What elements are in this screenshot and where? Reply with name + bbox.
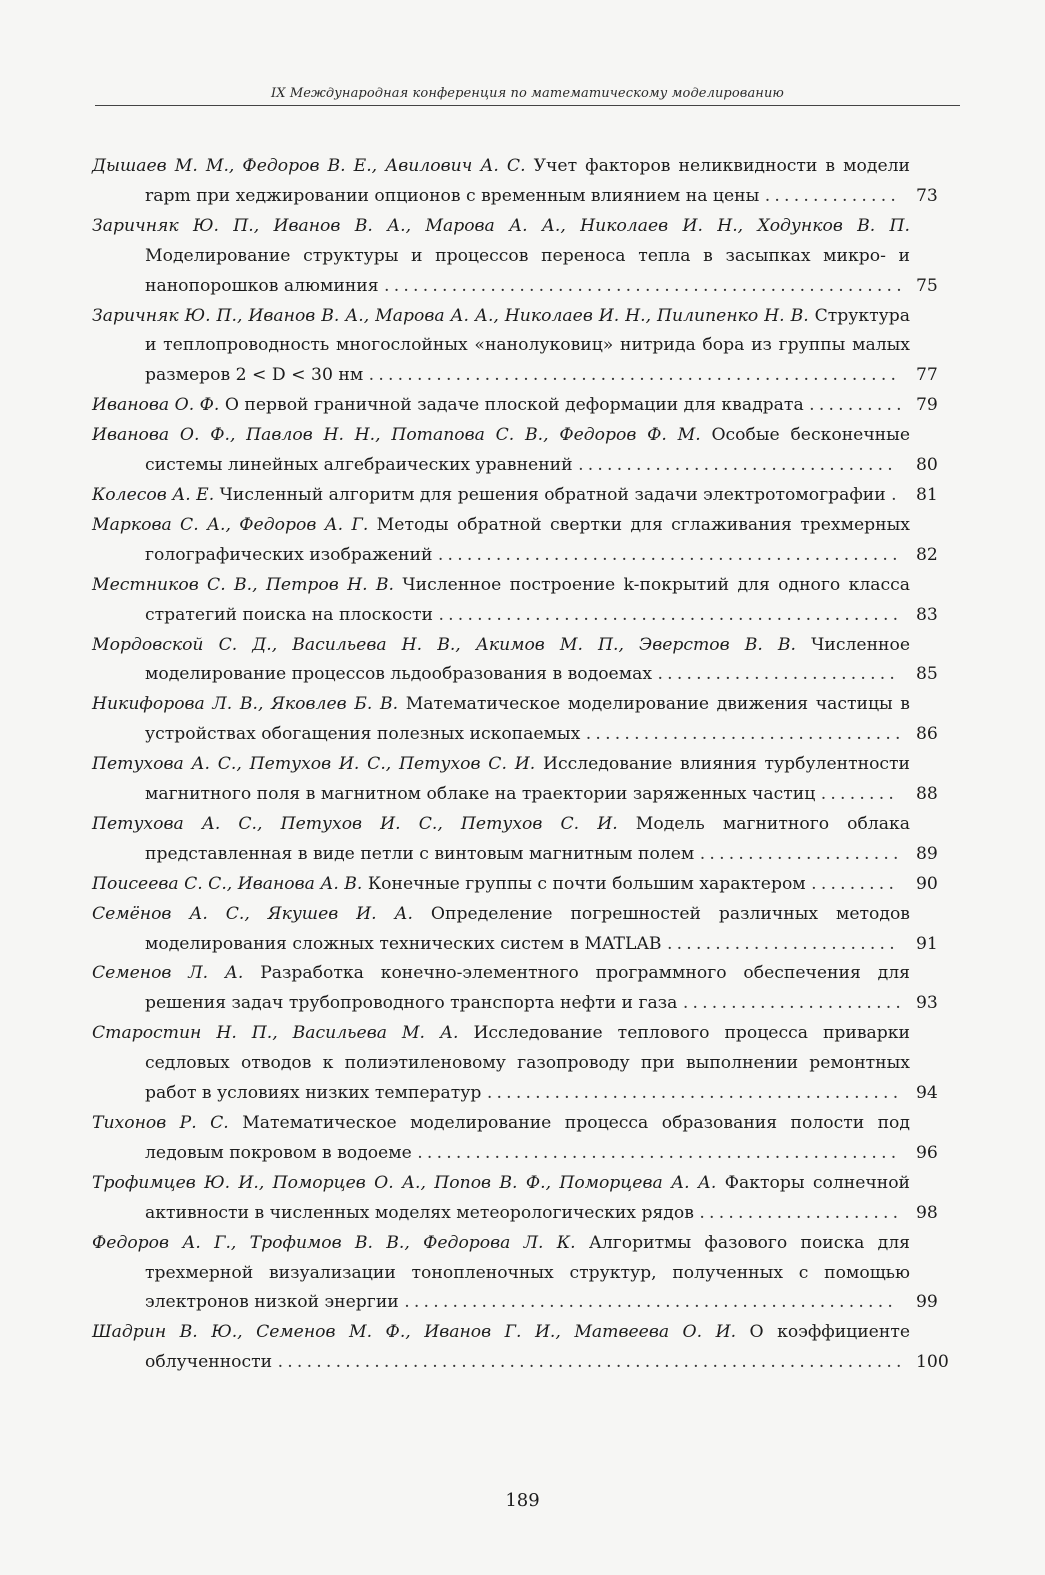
entry-title: Структура и теплопроводность многослойных «нанолуковиц» нитрида бора из группы малых размеров 2 < D < 30 нм (145, 305, 910, 386)
entry-page: 100 (916, 1352, 949, 1373)
dot-leader: .................................................. (417, 1142, 901, 1163)
dot-leader: ................................. (585, 724, 905, 745)
entry-page: 82 (916, 544, 938, 565)
entry-authors: Петухова А. С., Петухов И. С., Петухов С. И. (92, 813, 618, 834)
dot-leader: ........................ (666, 933, 899, 954)
entry-title: Факторы солнечной активности в численных моделях метеорологических рядов (145, 1172, 910, 1223)
entry-authors: Колесов А. Е. (92, 484, 215, 505)
entry-title: Учет факторов неликвидности в модели rapm при хеджировании опционов с временным влиянием на цены (145, 156, 911, 206)
entry-authors: Заричняк Ю. П., Иванов В. А., Марова А. А., Николаев И. Н., Ходунков В. П. (92, 215, 910, 236)
entry-title: Модель магнитного облака представленная в виде петли с винтовым магнитным полем (145, 813, 910, 864)
dot-leader: ................................................... (404, 1292, 898, 1313)
entry-page: 80 (916, 455, 938, 476)
entry-page: 93 (916, 993, 938, 1014)
entry-page: 77 (916, 365, 938, 386)
header-rule (95, 105, 960, 106)
toc-entry[interactable] (92, 750, 962, 810)
entry-title: Разработка конечно-элементного программного обеспечения для решения задач трубопроводного транспорта нефти и газа (145, 963, 910, 1014)
dot-leader: ........ (820, 784, 899, 805)
entry-title: Математическое моделирование движения частицы в устройствах обогащения полезных ископаемых (145, 694, 910, 745)
entry-authors: Старостин Н. П., Васильева М. А. (92, 1023, 459, 1044)
entry-authors: Дышаев М. М., Федоров В. Е., Авилович А. С. (92, 156, 526, 176)
entry-page: 86 (916, 724, 938, 745)
toc-entry[interactable] (92, 1109, 962, 1169)
entry-title: Исследование теплового процесса приварки седловых отводов к полиэтиленовому газопроводу при выполнении ремонтных работ в условиях низких температур (145, 1023, 910, 1104)
entry-authors: Федоров А. Г., Трофимов В. В., Федорова Л. К. (92, 1232, 576, 1253)
entry-authors: Тихонов Р. С. (92, 1113, 229, 1133)
entry-title: Особые бесконечные системы линейных алгебраических уравнений (145, 425, 910, 476)
entry-page: 90 (916, 873, 938, 894)
dot-leader: ....................................................... (368, 365, 901, 386)
entry-page: 89 (916, 843, 938, 864)
dot-leader: ......... (811, 873, 899, 894)
entry-authors: Иванова О. Ф. (92, 395, 220, 416)
dot-leader: ....................... (682, 993, 906, 1014)
dot-leader: ......................... (657, 664, 900, 685)
entry-authors: Семёнов А. С., Якушев И. А. (92, 903, 413, 924)
dot-leader: .......... (809, 395, 906, 416)
entry-title: Численный алгоритм для решения обратной задачи электротомографии (219, 484, 886, 505)
entry-title: О коэффициенте облученности (145, 1322, 910, 1373)
entry-page: 83 (916, 604, 938, 625)
entry-page: 81 (916, 484, 938, 505)
entry-page: 73 (916, 185, 938, 206)
entry-title: Численное моделирование процессов льдообразования в водоемах (145, 634, 910, 685)
dot-leader: ................................................................. (277, 1352, 906, 1373)
entry-page: 96 (916, 1142, 938, 1163)
entry-authors: Семенов Л. А. (92, 963, 244, 984)
entry-title: Определение погрешностей различных методов моделирования сложных технических систем в MATLAB (145, 903, 910, 954)
toc-entry[interactable] (92, 481, 962, 511)
dot-leader: ................................. (578, 455, 897, 476)
page-number: 189 (505, 1490, 540, 1511)
entry-page: 98 (916, 1202, 938, 1223)
entry-authors: Трофимцев Ю. И., Поморцев О. А., Попов В. Ф., Поморцева А. А. (92, 1172, 717, 1193)
entry-authors: Мордовской С. Д., Васильева Н. В., Акимов М. П., Эверстов В. В. (92, 634, 797, 655)
entry-authors: Поисеева С. С., Иванова А. В. (92, 873, 363, 894)
toc-entry[interactable] (92, 631, 962, 691)
entry-page: 99 (916, 1292, 938, 1313)
toc-entry[interactable] (92, 1019, 962, 1109)
toc-entry[interactable] (92, 212, 962, 302)
toc-entry[interactable] (92, 511, 962, 571)
toc-entry[interactable] (92, 870, 962, 900)
entry-title: О первой граничной задаче плоской деформации для квадрата (224, 395, 804, 416)
dot-leader: ........................................... (486, 1083, 903, 1104)
entry-page: 91 (916, 933, 938, 954)
toc-entry[interactable] (92, 421, 962, 481)
entry-title: Методы обратной свертки для сглаживания трехмерных голографических изображений (145, 514, 910, 565)
entry-page: 79 (916, 395, 938, 416)
entry-title: Математическое моделирование процесса образования полости под ледовым покровом в водоеме (145, 1113, 910, 1163)
entry-page: 88 (916, 784, 938, 805)
entry-title: Исследование влияния турбулентности магнитного поля в магнитном облаке на траектории заряженных частиц (145, 754, 911, 805)
toc-entry[interactable] (92, 152, 962, 212)
toc-entry[interactable] (92, 1318, 962, 1378)
toc-entry[interactable] (92, 571, 962, 631)
entry-title: Алгоритмы фазового поиска для трехмерной визуализации тонопленочных структур, полученных с помощью электронов низкой энергии (145, 1232, 910, 1313)
toc-entry[interactable] (92, 1169, 962, 1229)
entry-authors: Местников С. В., Петров Н. В. (92, 574, 395, 595)
entry-authors: Шадрин В. Ю., Семенов М. Ф., Иванов Г. И., Матвеева О. И. (92, 1322, 737, 1343)
dot-leader: ...................................................... (384, 275, 906, 296)
entry-page: 75 (916, 275, 938, 296)
entry-title: Численное построение k-покрытий для одного класса стратегий поиска на плоскости (145, 574, 910, 625)
toc-entry[interactable] (92, 959, 962, 1019)
dot-leader: .............. (764, 185, 901, 206)
toc-entry[interactable] (92, 690, 962, 750)
entry-page: 94 (916, 1083, 938, 1104)
dot-leader: ................................................ (437, 544, 902, 565)
toc-entry[interactable] (92, 1229, 962, 1319)
entry-page: 85 (916, 664, 938, 685)
entry-authors: Маркова С. А., Федоров А. Г. (92, 514, 369, 535)
dot-leader: ..................... (699, 1202, 903, 1223)
running-head: IX Международная конференция по математическому моделированию (271, 86, 784, 101)
entry-title: Конечные группы с почти большим характером (367, 873, 806, 894)
entry-authors: Заричняк Ю. П., Иванов В. А., Марова А. А., Николаев И. Н., Пилипенко Н. В. (92, 305, 809, 326)
dot-leader: ................................................ (438, 604, 903, 625)
dot-leader: ..................... (699, 843, 903, 864)
toc-entry[interactable] (92, 302, 962, 392)
toc-entry[interactable] (92, 391, 962, 421)
entry-title: Моделирование структуры и процессов переноса тепла в засыпках микро- и нанопорошков алюминия (145, 245, 910, 296)
entry-authors: Петухова А. С., Петухов И. С., Петухов С. И. (92, 754, 536, 775)
toc-entry[interactable] (92, 810, 962, 870)
toc-entry[interactable] (92, 900, 962, 960)
entry-authors: Иванова О. Ф., Павлов Н. Н., Потапова С. В., Федоров Ф. М. (92, 425, 701, 446)
entry-authors: Никифорова Л. В., Яковлев Б. В. (92, 694, 399, 715)
table-of-contents (92, 152, 962, 1378)
dot-leader: . (891, 484, 901, 505)
